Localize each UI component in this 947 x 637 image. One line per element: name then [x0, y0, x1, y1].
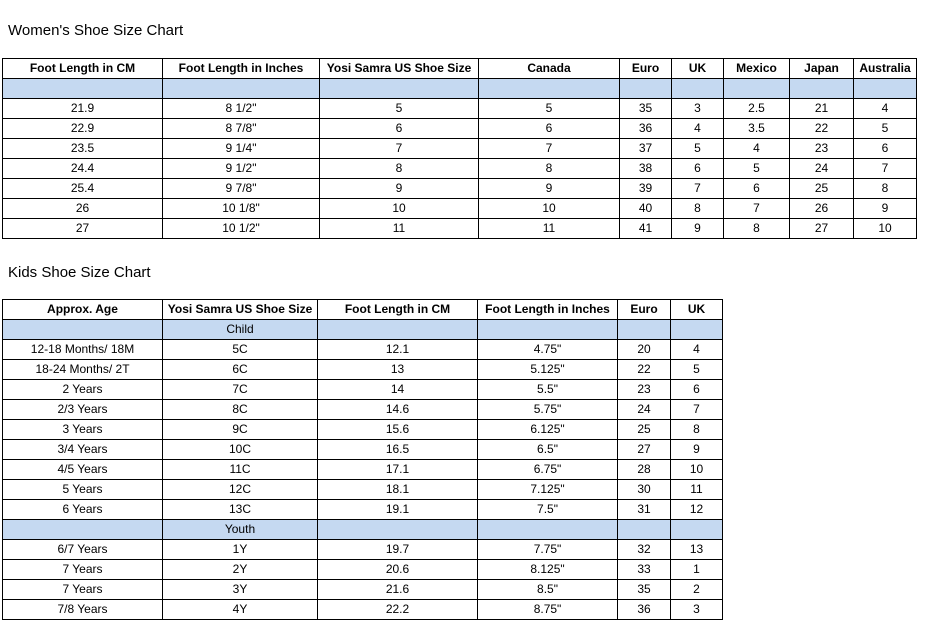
column-header: Euro	[618, 300, 671, 320]
table-cell: 6 Years	[3, 500, 163, 520]
table-cell: 11	[479, 219, 620, 239]
table-row	[3, 380, 723, 400]
table-cell: 14.6	[318, 400, 478, 420]
table-cell: 13	[671, 540, 723, 560]
table-cell: 33	[618, 560, 671, 580]
table-cell: 2/3 Years	[3, 400, 163, 420]
table-cell: 11C	[163, 460, 318, 480]
table-cell: 18-24 Months/ 2T	[3, 360, 163, 380]
table-cell: 35	[618, 580, 671, 600]
section-label: Child	[163, 320, 318, 340]
column-header: Euro	[620, 59, 672, 79]
table-cell: 22.2	[318, 600, 478, 620]
table-cell: 27	[618, 440, 671, 460]
section-cell	[618, 520, 671, 540]
kids-header-row	[3, 300, 723, 320]
table-row	[3, 219, 917, 239]
table-cell: 10	[854, 219, 917, 239]
table-cell: 25	[790, 179, 854, 199]
table-cell: 8	[854, 179, 917, 199]
section-cell	[3, 320, 163, 340]
section-cell	[318, 520, 478, 540]
table-cell: 4/5 Years	[3, 460, 163, 480]
section-cell	[671, 320, 723, 340]
table-row	[3, 159, 917, 179]
table-cell: 5.125"	[478, 360, 618, 380]
table-cell: 25	[618, 420, 671, 440]
table-cell: 38	[620, 159, 672, 179]
table-row	[3, 540, 723, 560]
table-cell: 6.75"	[478, 460, 618, 480]
table-cell: 5	[724, 159, 790, 179]
table-cell: 7.125"	[478, 480, 618, 500]
table-cell: 4.75"	[478, 340, 618, 360]
section-row-youth	[3, 520, 723, 540]
table-cell: 20	[618, 340, 671, 360]
table-cell: 9	[320, 179, 479, 199]
table-cell: 3 Years	[3, 420, 163, 440]
table-cell: 4Y	[163, 600, 318, 620]
table-cell: 9	[672, 219, 724, 239]
table-cell: 7.75"	[478, 540, 618, 560]
table-cell: 2Y	[163, 560, 318, 580]
table-cell: 24.4	[3, 159, 163, 179]
table-cell: 5.5"	[478, 380, 618, 400]
table-cell: 5	[854, 119, 917, 139]
table-cell: 27	[790, 219, 854, 239]
table-cell: 4	[854, 99, 917, 119]
table-cell: 12-18 Months/ 18M	[3, 340, 163, 360]
table-cell: 8	[671, 420, 723, 440]
table-cell: 19.1	[318, 500, 478, 520]
column-header: Mexico	[724, 59, 790, 79]
table-cell: 27	[3, 219, 163, 239]
table-cell: 8	[479, 159, 620, 179]
table-cell: 6.125"	[478, 420, 618, 440]
table-cell: 6.5"	[478, 440, 618, 460]
table-cell: 21.9	[3, 99, 163, 119]
table-cell: 18.1	[318, 480, 478, 500]
section-cell	[478, 520, 618, 540]
table-cell: 6	[854, 139, 917, 159]
womens-spacer-row	[3, 79, 917, 99]
section-row-child	[3, 320, 723, 340]
table-cell: 4	[672, 119, 724, 139]
table-cell: 23	[790, 139, 854, 159]
section-cell	[318, 320, 478, 340]
table-cell: 37	[620, 139, 672, 159]
column-header: Foot Length in CM	[318, 300, 478, 320]
table-cell: 39	[620, 179, 672, 199]
table-cell: 30	[618, 480, 671, 500]
table-cell: 9 1/2"	[163, 159, 320, 179]
table-cell: 7	[320, 139, 479, 159]
table-cell: 5	[320, 99, 479, 119]
table-cell: 21.6	[318, 580, 478, 600]
table-cell: 12	[671, 500, 723, 520]
table-cell: 8 7/8"	[163, 119, 320, 139]
table-cell: 8.125"	[478, 560, 618, 580]
column-header: Foot Length in CM	[3, 59, 163, 79]
table-cell: 1	[671, 560, 723, 580]
table-cell: 6/7 Years	[3, 540, 163, 560]
table-cell: 5 Years	[3, 480, 163, 500]
column-header: Australia	[854, 59, 917, 79]
column-header: UK	[672, 59, 724, 79]
table-cell: 36	[618, 600, 671, 620]
table-cell: 7.5"	[478, 500, 618, 520]
table-cell: 25.4	[3, 179, 163, 199]
table-cell: 5	[672, 139, 724, 159]
table-cell: 7/8 Years	[3, 600, 163, 620]
table-cell: 26	[790, 199, 854, 219]
section-label: Youth	[163, 520, 318, 540]
section-cell	[618, 320, 671, 340]
table-cell: 10 1/2"	[163, 219, 320, 239]
table-row	[3, 179, 917, 199]
table-row	[3, 400, 723, 420]
column-header: Yosi Samra US Shoe Size	[163, 300, 318, 320]
table-cell: 32	[618, 540, 671, 560]
table-cell: 22	[790, 119, 854, 139]
table-cell: 8.5"	[478, 580, 618, 600]
section-cell	[478, 320, 618, 340]
table-cell: 19.7	[318, 540, 478, 560]
table-cell: 17.1	[318, 460, 478, 480]
table-cell: 24	[618, 400, 671, 420]
table-cell: 7 Years	[3, 580, 163, 600]
womens-size-table	[2, 58, 917, 239]
table-row	[3, 199, 917, 219]
section-cell	[3, 520, 163, 540]
womens-header-row	[3, 59, 917, 79]
table-row	[3, 560, 723, 580]
table-cell: 5	[479, 99, 620, 119]
kids-size-table	[2, 299, 723, 620]
section-cell	[671, 520, 723, 540]
table-cell: 5	[671, 360, 723, 380]
table-cell: 13	[318, 360, 478, 380]
table-row	[3, 600, 723, 620]
table-cell: 11	[671, 480, 723, 500]
table-cell: 20.6	[318, 560, 478, 580]
table-cell: 24	[790, 159, 854, 179]
column-header: UK	[671, 300, 723, 320]
table-row	[3, 99, 917, 119]
table-cell: 41	[620, 219, 672, 239]
table-cell: 7	[672, 179, 724, 199]
table-cell: 12C	[163, 480, 318, 500]
table-cell: 28	[618, 460, 671, 480]
table-cell: 6C	[163, 360, 318, 380]
table-cell: 3	[672, 99, 724, 119]
table-cell: 6	[320, 119, 479, 139]
table-row	[3, 139, 917, 159]
table-row	[3, 500, 723, 520]
table-row	[3, 360, 723, 380]
table-cell: 7	[671, 400, 723, 420]
table-row	[3, 440, 723, 460]
table-cell: 10 1/8"	[163, 199, 320, 219]
table-cell: 6	[479, 119, 620, 139]
table-cell: 5.75"	[478, 400, 618, 420]
table-cell: 3	[671, 600, 723, 620]
table-cell: 6	[671, 380, 723, 400]
table-cell: 4	[724, 139, 790, 159]
table-cell: 9	[479, 179, 620, 199]
table-cell: 11	[320, 219, 479, 239]
column-header: Approx. Age	[3, 300, 163, 320]
column-header: Foot Length in Inches	[478, 300, 618, 320]
table-cell: 6	[672, 159, 724, 179]
table-cell: 7	[854, 159, 917, 179]
table-cell: 1Y	[163, 540, 318, 560]
table-cell: 4	[671, 340, 723, 360]
table-cell: 40	[620, 199, 672, 219]
table-cell: 9 7/8"	[163, 179, 320, 199]
table-cell: 35	[620, 99, 672, 119]
table-cell: 10	[479, 199, 620, 219]
column-header: Canada	[479, 59, 620, 79]
table-cell: 7	[479, 139, 620, 159]
table-cell: 36	[620, 119, 672, 139]
table-cell: 8 1/2"	[163, 99, 320, 119]
table-cell: 3/4 Years	[3, 440, 163, 460]
table-row	[3, 460, 723, 480]
column-header: Foot Length in Inches	[163, 59, 320, 79]
table-cell: 2	[671, 580, 723, 600]
table-cell: 23	[618, 380, 671, 400]
womens-chart-title: Women's Shoe Size Chart	[8, 22, 184, 39]
table-cell: 12.1	[318, 340, 478, 360]
table-cell: 31	[618, 500, 671, 520]
table-row	[3, 480, 723, 500]
table-row	[3, 420, 723, 440]
table-cell: 3.5	[724, 119, 790, 139]
table-cell: 21	[790, 99, 854, 119]
table-cell: 23.5	[3, 139, 163, 159]
table-cell: 9C	[163, 420, 318, 440]
column-header: Japan	[790, 59, 854, 79]
table-cell: 2 Years	[3, 380, 163, 400]
table-cell: 15.6	[318, 420, 478, 440]
table-cell: 26	[3, 199, 163, 219]
table-cell: 16.5	[318, 440, 478, 460]
table-row	[3, 580, 723, 600]
table-cell: 6	[724, 179, 790, 199]
table-row	[3, 340, 723, 360]
table-cell: 5C	[163, 340, 318, 360]
table-cell: 7C	[163, 380, 318, 400]
table-cell: 10	[671, 460, 723, 480]
table-cell: 13C	[163, 500, 318, 520]
table-cell: 22.9	[3, 119, 163, 139]
table-cell: 8	[724, 219, 790, 239]
column-header: Yosi Samra US Shoe Size	[320, 59, 479, 79]
table-cell: 7	[724, 199, 790, 219]
kids-chart-title: Kids Shoe Size Chart	[8, 264, 151, 281]
table-cell: 7 Years	[3, 560, 163, 580]
table-cell: 10C	[163, 440, 318, 460]
table-cell: 8	[320, 159, 479, 179]
table-cell: 8C	[163, 400, 318, 420]
table-cell: 14	[318, 380, 478, 400]
table-cell: 8	[672, 199, 724, 219]
table-cell: 3Y	[163, 580, 318, 600]
table-cell: 22	[618, 360, 671, 380]
table-cell: 2.5	[724, 99, 790, 119]
table-cell: 10	[320, 199, 479, 219]
table-row	[3, 119, 917, 139]
table-cell: 9 1/4"	[163, 139, 320, 159]
table-cell: 8.75"	[478, 600, 618, 620]
table-cell: 9	[854, 199, 917, 219]
table-cell: 9	[671, 440, 723, 460]
